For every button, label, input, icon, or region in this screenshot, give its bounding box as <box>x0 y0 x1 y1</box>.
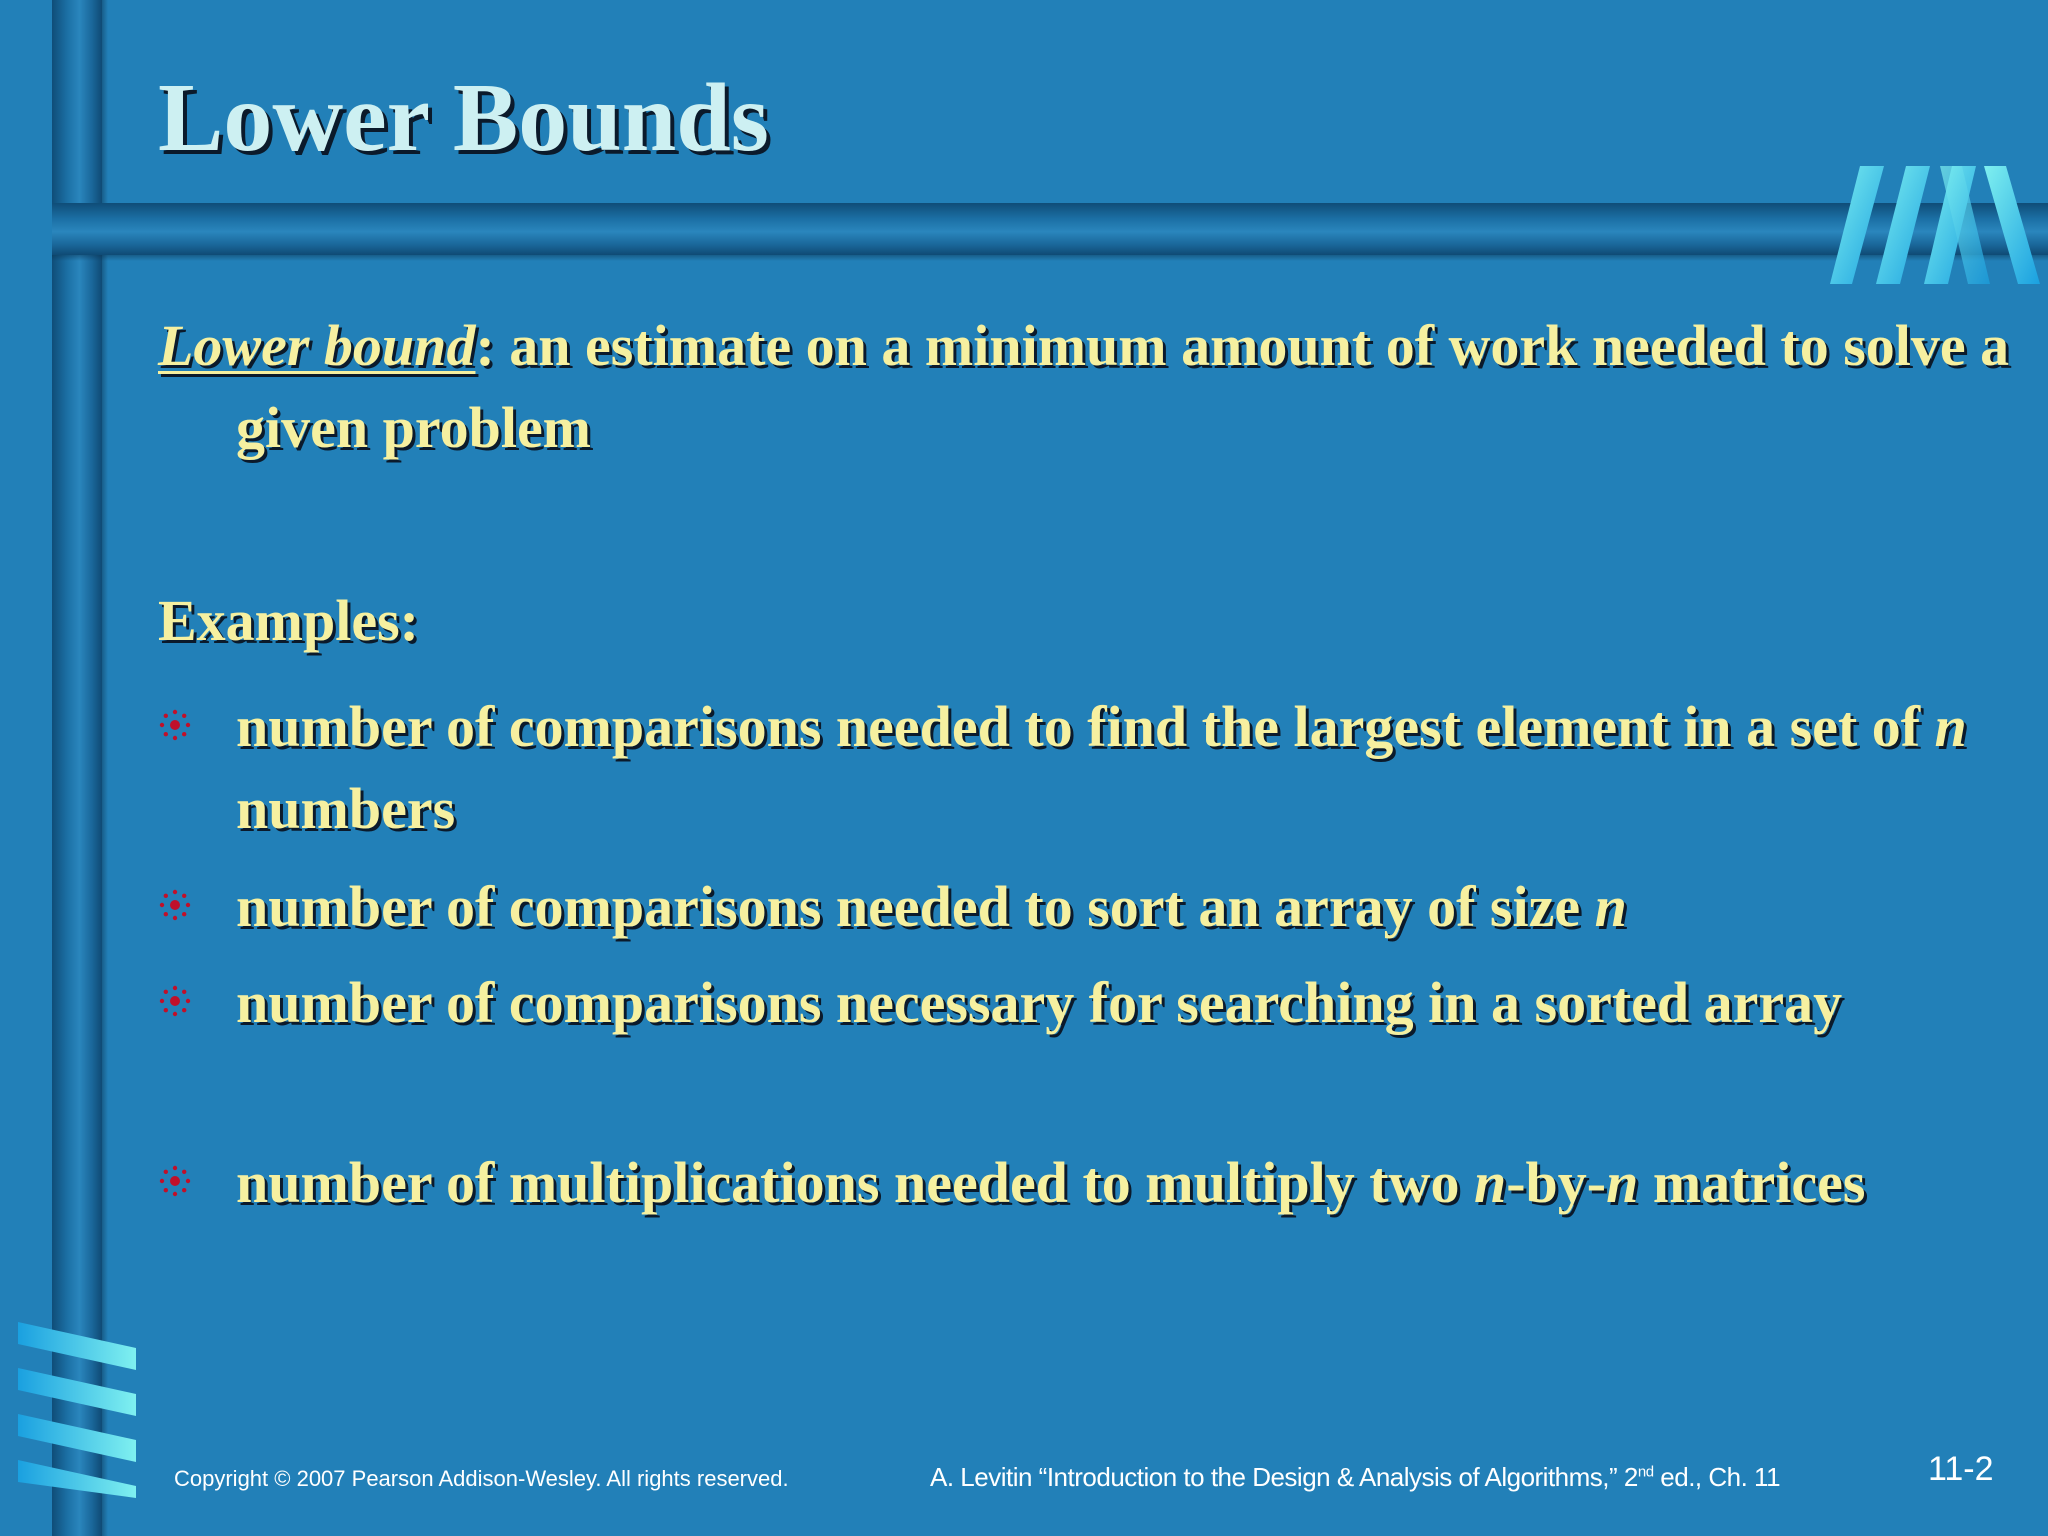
dotted-circle-bullet-icon <box>158 708 192 742</box>
dotted-circle-bullet-icon <box>158 888 192 922</box>
book-citation <box>930 1462 1780 1493</box>
copyright-notice: Copyright © 2007 Pearson Addison-Wesley. All rights reserved. <box>174 1466 789 1491</box>
citation-superscript: nd <box>1637 1463 1654 1481</box>
citation-text-end: ed., Ch. 11 <box>1653 1462 1781 1492</box>
examples-heading: Examples: <box>158 588 419 653</box>
list-item-text: number of comparisons necessary for searching in a sorted array <box>236 970 1843 1035</box>
dotted-circle-bullet-icon <box>158 1164 192 1198</box>
definition-paragraph <box>158 305 2048 469</box>
list-item-variable: n <box>1606 1150 1639 1215</box>
list-item-text-end: matrices <box>1638 1150 1866 1215</box>
horizontal-frame-bar <box>52 203 2048 255</box>
list-item <box>236 686 1996 850</box>
list-item-variable: n <box>1473 1150 1507 1215</box>
definition-text: : an estimate on a minimum amount of work needed to solve a given problem <box>236 313 2010 460</box>
list-item <box>236 962 1996 1044</box>
horizontal-frame-shadow <box>52 255 2048 261</box>
dotted-circle-bullet-icon <box>158 984 192 1018</box>
list-item-variable: n <box>1594 874 1627 939</box>
decorative-stripes-logo-icon <box>1830 160 2040 285</box>
list-item <box>236 866 1996 948</box>
list-item-text: number of multiplications needed to multiply two <box>236 1150 1474 1215</box>
list-item-text-end: numbers <box>236 776 456 841</box>
page-number: 11-2 <box>1928 1450 1994 1488</box>
list-item-text: number of comparisons needed to find the largest element in a set of <box>236 694 1935 759</box>
list-item-text: number of comparisons needed to sort an array of size <box>236 874 1595 939</box>
decorative-stripes-corner-icon <box>10 1318 140 1498</box>
list-item <box>236 1142 1996 1224</box>
citation-text: A. Levitin “Introduction to the Design & Analysis of Algorithms,” 2 <box>930 1462 1638 1492</box>
list-item-variable: n <box>1934 694 1967 759</box>
slide-title: Lower Bounds <box>158 64 769 172</box>
list-item-text-middle: -by- <box>1506 1150 1607 1215</box>
definition-term: Lower bound <box>158 313 476 378</box>
